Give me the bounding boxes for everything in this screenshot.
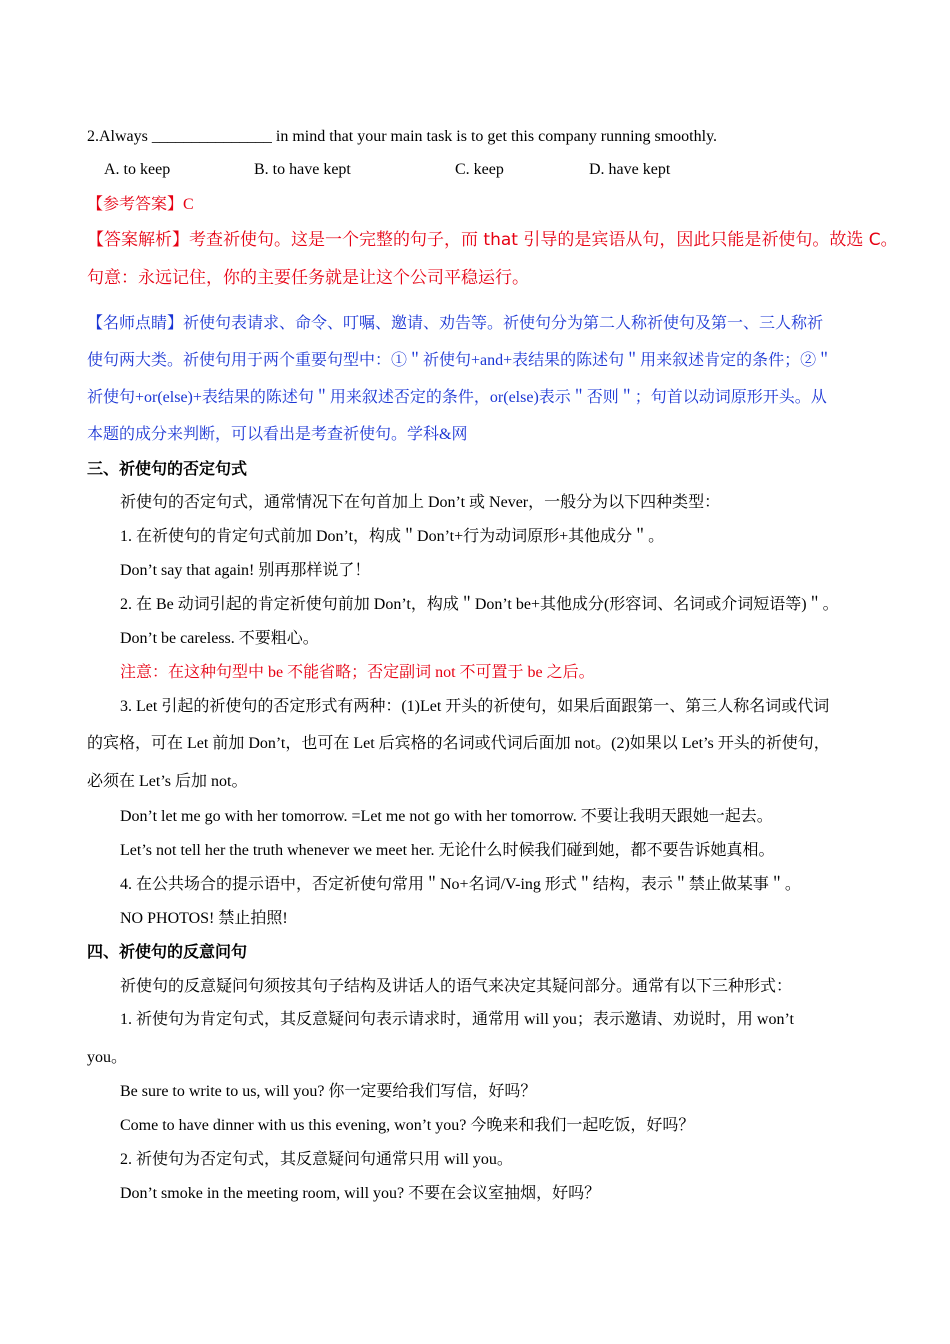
section-4-line: 1. 祈使句为肯定句式，其反意疑问句表示请求时，通常用 will you；表示邀请、劝说时，用 won’t (120, 1011, 794, 1028)
section-3-line: Don’t say that again! 别再那样说了！ (120, 562, 371, 579)
teacher-note-line-4: 本题的成分来判断，可以看出是考查祈使句。学科&网 (87, 426, 468, 443)
section-3-line: 祈使句的否定句式，通常情况下在句首加上 Don’t 或 Never，一般分为以下四种类型： (120, 494, 721, 511)
teacher-note-line-2: 使句两大类。祈使句用于两个重要句型中：①＂祈使句+and+表结果的陈述句＂用来叙述肯定的条件；②＂ (87, 352, 833, 369)
section-3-line: 1. 在祈使句的肯定句式前加 Don’t，构成＂Don’t+行为动词原形+其他成分＂。 (120, 528, 665, 545)
section-3-note: 注意：在这种句型中 be 不能省略；否定副词 not 不可置于 be 之后。 (120, 664, 595, 681)
section-4-line: Come to have dinner with us this evening, won’t you? 今晚来和我们一起吃饭，好吗？ (120, 1117, 695, 1134)
section-4-line: Don’t smoke in the meeting room, will you? 不要在会议室抽烟，好吗？ (120, 1185, 601, 1202)
analysis-line-2: 句意：永远记住，你的主要任务就是让这个公司平稳运行。 (87, 268, 529, 288)
section-4-line: you。 (87, 1049, 128, 1066)
section-3-line: Let’s not tell her the truth whenever we meet her. 无论什么时候我们碰到她，都不要告诉她真相。 (120, 842, 775, 859)
section-3-line: 2. 在 Be 动词引起的肯定祈使句前加 Don’t，构成＂Don’t be+其他成分(形容词、名词或介词短语等)＂。 (120, 596, 839, 613)
section-3-line: 3. Let 引起的祈使句的否定形式有两种：(1)Let 开头的祈使句，如果后面跟第一、第三人称名词或代词 (120, 698, 830, 715)
option-d: D. have kept (589, 161, 671, 178)
section-3-line: 的宾格，可在 Let 前加 Don’t，也可在 Let 后宾格的名词或代词后面加 not。(2)如果以 Let’s 开头的祈使句， (87, 735, 830, 752)
teacher-note-line-1: 【名师点睛】祈使句表请求、命令、叮嘱、邀请、劝告等。祈使句分为第二人称祈使句及第一、三人称祈 (87, 315, 824, 332)
section-3-line: 4. 在公共场合的提示语中，否定祈使句常用＂No+名词/V-ing 形式＂结构，表示＂禁止做某事＂。 (120, 876, 801, 893)
option-a: A. to keep (104, 161, 171, 178)
teacher-note-line-3: 祈使句+or(else)+表结果的陈述句＂用来叙述否定的条件，or(else)表示＂否则＂；句首以动词原形开头。从 (87, 389, 827, 406)
section-3-line: NO PHOTOS! 禁止拍照! (120, 910, 288, 927)
analysis-line-1: 【答案解析】考查祈使句。这是一个完整的句子，而 that 引导的是宾语从句，因此只能是祈使句。故选 C。 (87, 230, 898, 250)
section-4-heading: 四、祈使句的反意问句 (87, 944, 248, 961)
section-4-line: 祈使句的反意疑问句须按其句子结构及讲话人的语气来决定其疑问部分。通常有以下三种形式： (120, 978, 793, 995)
question-stem: 2.Always _______________ in mind that your main task is to get this company running smoothly. (87, 128, 718, 145)
section-3-line: Don’t let me go with her tomorrow. =Let me not go with her tomorrow. 不要让我明天跟她一起去。 (120, 808, 773, 825)
reference-answer: 【参考答案】C (87, 196, 194, 213)
option-c: C. keep (455, 161, 504, 178)
section-3-line: Don’t be careless. 不要粗心。 (120, 630, 319, 647)
section-3-line: 必须在 Let’s 后加 not。 (87, 773, 248, 790)
section-4-line: Be sure to write to us, will you? 你一定要给我们写信，好吗？ (120, 1083, 537, 1100)
section-3-heading: 三、祈使句的否定句式 (87, 461, 248, 478)
option-b: B. to have kept (254, 161, 351, 178)
section-4-line: 2. 祈使句为否定句式，其反意疑问句通常只用 will you。 (120, 1151, 513, 1168)
